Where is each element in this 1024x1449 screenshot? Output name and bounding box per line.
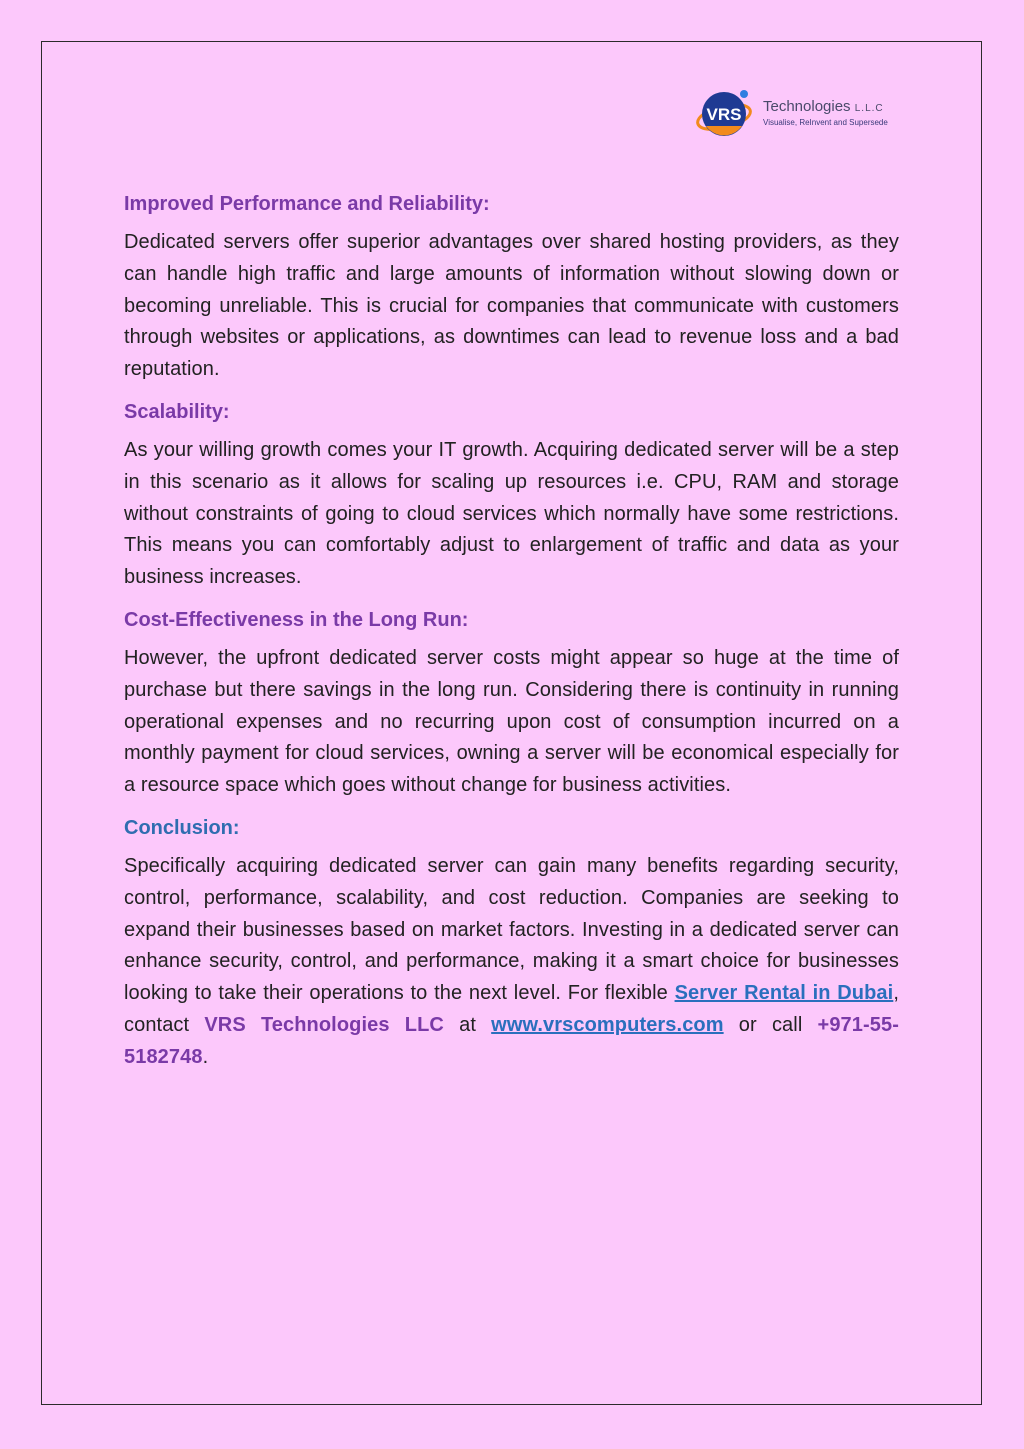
logo-suffix: L.L.C bbox=[854, 103, 884, 114]
phone-number: +971-55-5182748 bbox=[124, 1013, 899, 1068]
paragraph-performance: Dedicated servers offer superior advantages over shared hosting providers, as they can handle high traffic and large amounts of information without slowing down or becoming unreliable. This is crucial for companies that communicate with customers through websites or applications, as downtimes can lead to revenue loss and a bad reputation. bbox=[124, 231, 899, 381]
heading-conclusion: Conclusion: bbox=[124, 816, 240, 839]
heading-performance: Improved Performance and Reliability: bbox=[124, 193, 490, 215]
company-logo bbox=[694, 86, 904, 142]
svg-text:VRS: VRS bbox=[706, 105, 742, 124]
brand-name: VRS Technologies LLC bbox=[204, 1013, 444, 1036]
paragraph-scalability: As your willing growth comes your IT growth. Acquiring dedicated server will be a step in this scenario as it allows for scaling up resources i.e. CPU, RAM and storage without constraints of going to cloud services which normally have some restrictions. This means you can comfortably adjust to enlargement of traffic and data as your business increases. bbox=[124, 438, 899, 589]
logo-name bbox=[763, 98, 888, 117]
article-content bbox=[124, 190, 899, 1086]
website-link[interactable]: www.vrscomputers.com bbox=[491, 1013, 724, 1036]
logo-tagline: Visualise, ReInvent and Supersede bbox=[763, 118, 888, 127]
server-rental-link[interactable]: Server Rental in Dubai bbox=[674, 982, 894, 1005]
conclusion-contact-text: , contact bbox=[124, 982, 899, 1036]
heading-scalability: Scalability: bbox=[124, 400, 230, 423]
conclusion-at-text: at bbox=[443, 1013, 492, 1036]
logo-company-name: Technologies bbox=[763, 98, 851, 115]
logo-text bbox=[763, 98, 888, 128]
vrs-logo-icon bbox=[694, 86, 758, 142]
conclusion-call-text: or call bbox=[723, 1013, 818, 1036]
conclusion-end-text: . bbox=[202, 1045, 209, 1068]
paragraph-conclusion bbox=[124, 851, 899, 1074]
paragraph-cost-effectiveness: However, the upfront dedicated server costs might appear so huge at the time of purchase but there savings in the long run. Considering there is continuity in running operational expenses and no recurring upon cost of consumption incurred on a monthly payment for cloud services, owning a server will be economical especially for a resource space which goes without change for business activities. bbox=[124, 646, 899, 797]
conclusion-text: Specifically acquiring dedicated server can gain many benefits regarding security, control, performance, scalability, and cost reduction. Companies are seeking to expand their businesses based on market factors. Investing in a dedicated server can enhance security, control, and performance, making it a smart choice for businesses looking to take their operations to the next level. For flexible bbox=[124, 854, 899, 1005]
heading-cost-effectiveness: Cost-Effectiveness in the Long Run: bbox=[124, 608, 469, 631]
